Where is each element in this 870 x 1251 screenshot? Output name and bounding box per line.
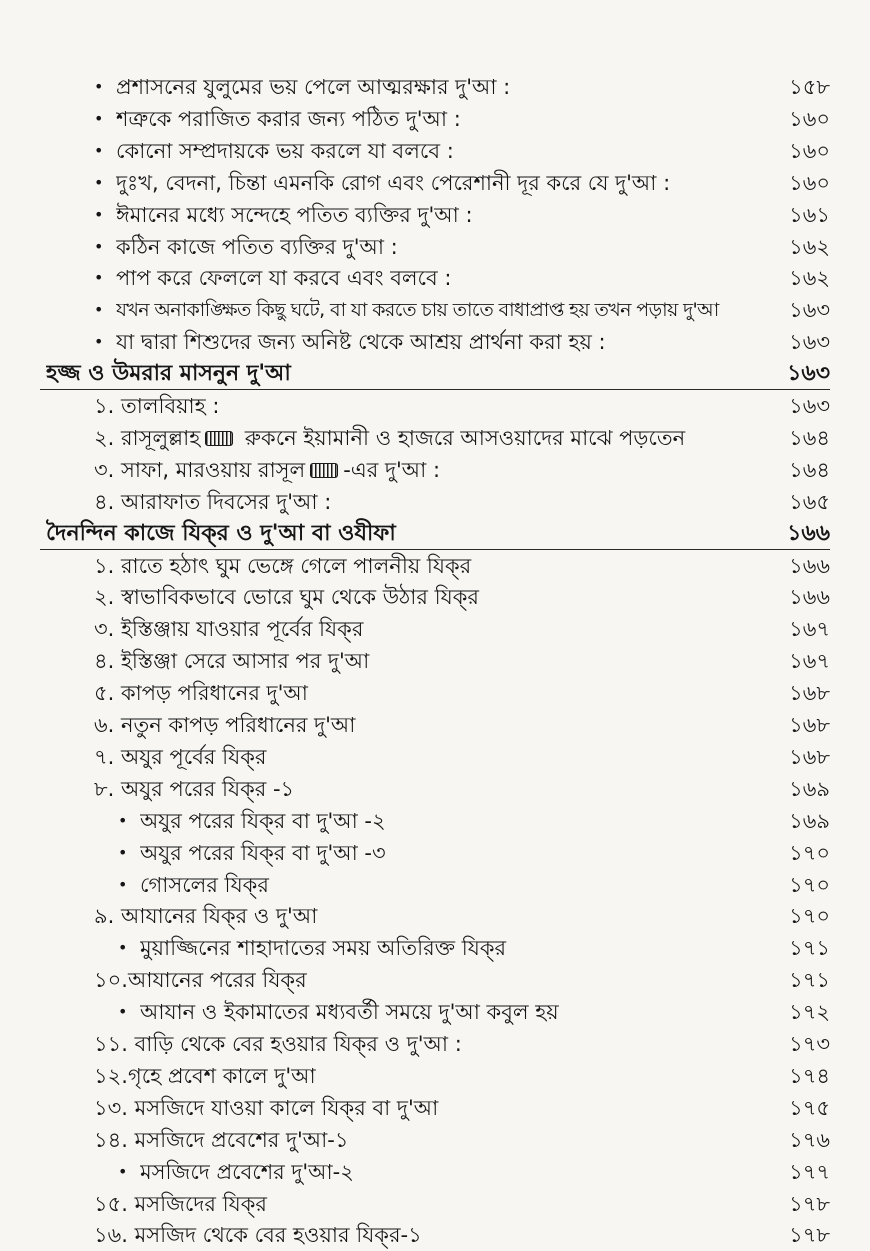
entry-title xyxy=(94,1028,758,1060)
page-number: ১৭৩ xyxy=(789,1032,830,1056)
entry-title xyxy=(94,773,758,805)
entry-title xyxy=(94,677,758,709)
page-number: ১৭০ xyxy=(789,840,830,865)
entry-title-text: অযুর পরের যিক্‌র বা দু'আ -২ xyxy=(140,808,386,833)
entry-title-text: ২. স্বাভাবিকভাবে ভোরে ঘুম থেকে উঠার যিক্‌র xyxy=(94,585,479,610)
bullet-icon: • xyxy=(94,77,104,96)
entry-title xyxy=(94,454,758,486)
page-number: ১৬৫ xyxy=(789,489,830,514)
bullet-icon: • xyxy=(94,332,104,352)
entry-title xyxy=(116,167,758,199)
entry-title-text: শত্রুকে পরাজিত করার জন্য পঠিত দু'আ : xyxy=(116,106,461,131)
entry-title-text: অযুর পরের যিক্‌র বা দু'আ -৩ xyxy=(140,840,386,865)
entry-title-text: ১. রাতে হঠাৎ ঘুম ভেঙ্গে গেলে পালনীয় যিক্‌র xyxy=(94,553,472,578)
page-number: ১৬৭ xyxy=(789,649,830,674)
entry-title xyxy=(140,837,758,869)
toc-entry[interactable] xyxy=(118,996,830,1028)
entry-title-text: আযান ও ইকামাতের মধ্যবর্তী সময়ে দু'আ কবুল হয় xyxy=(140,1000,559,1025)
entry-title xyxy=(140,1156,758,1188)
section-heading[interactable] xyxy=(46,358,830,390)
entry-title xyxy=(94,1188,758,1220)
entry-title xyxy=(116,71,758,103)
entry-title-text: ৯. আযানের যিক্‌র ও দু'আ xyxy=(94,904,318,929)
toc-entry[interactable] xyxy=(94,167,830,199)
entry-title xyxy=(94,741,758,773)
toc-entry[interactable] xyxy=(94,677,830,709)
page-number: ১৬৭ xyxy=(789,617,830,642)
bullet-icon: • xyxy=(94,204,104,224)
entry-title-text: গোসলের যিক্‌র xyxy=(140,872,269,897)
entry-title-text: ৪. ইস্তিঞ্জা সেরে আসার পর দু'আ xyxy=(94,649,370,674)
toc-entry[interactable] xyxy=(94,1092,830,1124)
entry-title-text: ১. তালবিয়াহ : xyxy=(94,394,220,418)
entry-title-text: ৬. নতুন কাপড় পরিধানের দু'আ xyxy=(94,713,356,737)
page-number: ১৬৮ xyxy=(789,744,830,769)
section-heading[interactable] xyxy=(46,518,830,550)
entry-title xyxy=(116,199,758,231)
entry-title-text: কঠিন কাজে পতিত ব্যক্তির দু'আ : xyxy=(116,234,398,259)
entry-title-text: ১০.আযানের পরের যিক্‌র xyxy=(94,968,307,993)
entry-title-suffix: রুকনে ইয়ামানী ও হাজরে আসওয়াদের মাঝে পড়তেন xyxy=(238,425,686,450)
page-number: ১৬৪ xyxy=(789,457,830,482)
salawat-glyph-icon xyxy=(205,431,233,446)
entry-title-text: পাপ করে ফেললে যা করবে এবং বলবে : xyxy=(116,266,452,291)
entry-title xyxy=(94,550,758,582)
page-number: ১৭৫ xyxy=(789,1095,830,1120)
page-number: ১৬৪ xyxy=(789,425,830,450)
toc-entry[interactable] xyxy=(94,422,830,454)
bullet-icon: • xyxy=(94,108,104,128)
toc-entry[interactable] xyxy=(94,1188,830,1220)
entry-title xyxy=(140,869,758,901)
toc-entry[interactable] xyxy=(94,613,830,645)
page-number: ১৭৮ xyxy=(789,1223,830,1248)
entry-title xyxy=(94,1219,758,1251)
toc-entry[interactable] xyxy=(94,581,830,613)
entry-title-text: ৫. কাপড় পরিধানের দু'আ xyxy=(94,681,308,706)
page-number: ১৭০ xyxy=(789,872,830,897)
page-number: ১৬৯ xyxy=(789,808,830,833)
toc-entry[interactable] xyxy=(94,103,830,135)
entry-title xyxy=(94,964,758,996)
toc-entry[interactable] xyxy=(118,805,830,837)
page-number: ১৬০ xyxy=(789,170,830,195)
page-number: ১৬২ xyxy=(789,266,830,291)
page-number: ১৭২ xyxy=(789,1000,830,1025)
toc-entry[interactable] xyxy=(94,1060,830,1092)
entry-title-text: দুঃখ, বেদনা, চিন্তা এমনকি রোগ এবং পেরেশানী দূর করে যে দু'আ : xyxy=(116,170,671,195)
toc-entry[interactable] xyxy=(94,741,830,773)
toc-entry[interactable] xyxy=(94,1219,830,1251)
entry-title xyxy=(94,613,758,645)
page-number: ১৬৬ xyxy=(789,553,830,578)
entry-title-text: ৪. আরাফাত দিবসের দু'আ : xyxy=(94,489,332,514)
toc-entry[interactable] xyxy=(94,71,830,103)
entry-title xyxy=(116,262,758,294)
entry-title xyxy=(94,486,758,518)
entry-title xyxy=(116,294,758,326)
toc-entry[interactable] xyxy=(94,645,830,677)
entry-title xyxy=(94,422,758,454)
entry-title-text: কোনো সম্প্রদায়কে ভয় করলে যা বলবে : xyxy=(116,138,454,163)
bullet-icon: • xyxy=(94,268,104,288)
bullet-icon: • xyxy=(94,140,104,160)
toc-entry[interactable] xyxy=(118,837,830,869)
page-number: ১৬৩ xyxy=(789,298,830,323)
bullet-icon: • xyxy=(118,874,128,894)
page-number: ১৬৮ xyxy=(789,713,830,737)
entry-title-text: প্রশাসনের যুলুমের ভয় পেলে আত্মরক্ষার দু'আ : xyxy=(116,75,511,99)
entry-title xyxy=(94,645,758,677)
toc-entry[interactable] xyxy=(94,390,830,422)
bullet-icon: • xyxy=(94,236,104,256)
toc-entry[interactable] xyxy=(94,900,830,932)
toc-entry[interactable] xyxy=(94,294,830,326)
entry-title xyxy=(116,326,758,358)
page-number: ১৭০ xyxy=(789,904,830,929)
entry-title-text: ৩. সাফা, মারওয়ায় রাসূল xyxy=(94,457,306,482)
toc-entry[interactable] xyxy=(94,326,830,358)
bullet-icon: • xyxy=(118,810,128,830)
entry-title xyxy=(94,900,758,932)
toc-entry[interactable] xyxy=(94,1028,830,1060)
entry-title-text: ১৩. মসজিদে যাওয়া কালে যিক্‌র বা দু'আ xyxy=(94,1095,439,1120)
toc-entry[interactable] xyxy=(118,869,830,901)
page-number: ১৭৭ xyxy=(789,1159,830,1184)
bullet-icon: • xyxy=(118,842,128,862)
page-number: ১৬৩ xyxy=(789,330,830,355)
toc-entry[interactable] xyxy=(94,231,830,263)
toc-entry[interactable] xyxy=(118,932,830,964)
page-number: ১৬০ xyxy=(789,138,830,163)
bullet-icon: • xyxy=(118,1161,128,1181)
page-number: ১৬৯ xyxy=(789,776,830,801)
toc-entry[interactable] xyxy=(94,486,830,518)
entry-title-text: মুয়াজ্জিনের শাহাদাতের সময় অতিরিক্ত যিক্‌র xyxy=(140,936,507,961)
toc-entry[interactable] xyxy=(94,454,830,486)
page-number: ১৭৪ xyxy=(789,1063,830,1088)
entry-title xyxy=(94,1060,758,1092)
toc-entry[interactable] xyxy=(94,262,830,294)
entry-title-text: যখন অনাকাঙ্ক্ষিত কিছু ঘটে, বা যা করতে চায় তাতে বাধাপ্রাপ্ত হয় তখন পড়ায় দু'আ xyxy=(116,299,719,322)
bullet-icon: • xyxy=(118,938,128,958)
entry-title xyxy=(116,135,758,167)
page-number: ১৬৬ xyxy=(789,585,830,610)
entry-title xyxy=(46,518,758,550)
entry-title-text: ২. রাসূলুল্লাহ xyxy=(94,425,201,450)
page-number: ১৫৮ xyxy=(789,75,830,99)
entry-title xyxy=(140,932,758,964)
bullet-icon: • xyxy=(94,300,104,320)
entry-title-text: ১৪. মসজিদে প্রবেশের দু'আ-১ xyxy=(94,1127,349,1152)
entry-title-text: দৈনন্দিন কাজে যিক্‌র ও দু'আ বা ওযীফা xyxy=(46,520,396,546)
page-number: ১৭৬ xyxy=(789,1127,830,1152)
page-number: ১৬৬ xyxy=(787,520,830,546)
toc-entry[interactable] xyxy=(118,1156,830,1188)
entry-title xyxy=(94,709,758,741)
page-number: ১৭১ xyxy=(789,968,830,993)
page-number: ১৭৮ xyxy=(789,1191,830,1216)
entry-title-text: ১২.গৃহে প্রবেশ কালে দু'আ xyxy=(94,1063,316,1088)
entry-title xyxy=(140,996,758,1028)
page-number: ১৬২ xyxy=(789,234,830,259)
entry-title-text: ১৬. মসজিদ থেকে বের হওয়ার যিক্‌র-১ xyxy=(94,1223,422,1248)
toc-entry[interactable] xyxy=(94,1124,830,1156)
entry-title xyxy=(116,231,758,263)
entry-title-text: ৮. অযুর পরের যিক্‌র -১ xyxy=(94,776,295,801)
page-number: ১৬১ xyxy=(789,202,830,227)
page-number: ১৭১ xyxy=(789,936,830,961)
entry-title xyxy=(140,805,758,837)
entry-title-text: হজ্জ ও উমরার মাসনুন দু'আ xyxy=(46,361,291,387)
entry-title-text: মসজিদে প্রবেশের দু'আ-২ xyxy=(140,1159,354,1184)
entry-title xyxy=(94,1092,758,1124)
entry-title-text: ৭. অযুর পূর্বের যিক্‌র xyxy=(94,744,267,769)
entry-title-text: ৩. ইস্তিঞ্জায় যাওয়ার পূর্বের যিক্‌র xyxy=(94,617,364,642)
entry-title xyxy=(94,581,758,613)
entry-title-text: যা দ্বারা শিশুদের জন্য অনিষ্ট থেকে আশ্রয় প্রার্থনা করা হয় : xyxy=(116,330,606,355)
page-number: ১৬৩ xyxy=(789,394,830,418)
page-number: ১৬৮ xyxy=(789,681,830,706)
entry-title xyxy=(94,1124,758,1156)
page-number: ১৬৩ xyxy=(787,361,830,387)
bullet-icon: • xyxy=(94,172,104,192)
toc-entry[interactable] xyxy=(94,773,830,805)
bullet-icon: • xyxy=(118,1002,128,1022)
entry-title xyxy=(46,358,758,390)
toc-entry[interactable] xyxy=(94,199,830,231)
entry-title-text: ঈমানের মধ্যে সন্দেহে পতিত ব্যক্তির দু'আ : xyxy=(116,202,473,227)
toc-entry[interactable] xyxy=(94,964,830,996)
entry-title xyxy=(116,103,758,135)
entry-title-text: ১১. বাড়ি থেকে বের হওয়ার যিক্‌র ও দু'আ : xyxy=(94,1032,462,1056)
toc-entry[interactable] xyxy=(94,135,830,167)
salawat-glyph-icon xyxy=(310,463,338,478)
entry-title xyxy=(94,390,758,422)
entry-title-text: ১৫. মসজিদের যিক্‌র xyxy=(94,1191,267,1216)
page-number: ১৬০ xyxy=(789,106,830,131)
toc-entry[interactable] xyxy=(94,709,830,741)
entry-title-suffix: -এর দু'আ : xyxy=(343,457,441,482)
toc-entry[interactable] xyxy=(94,550,830,582)
